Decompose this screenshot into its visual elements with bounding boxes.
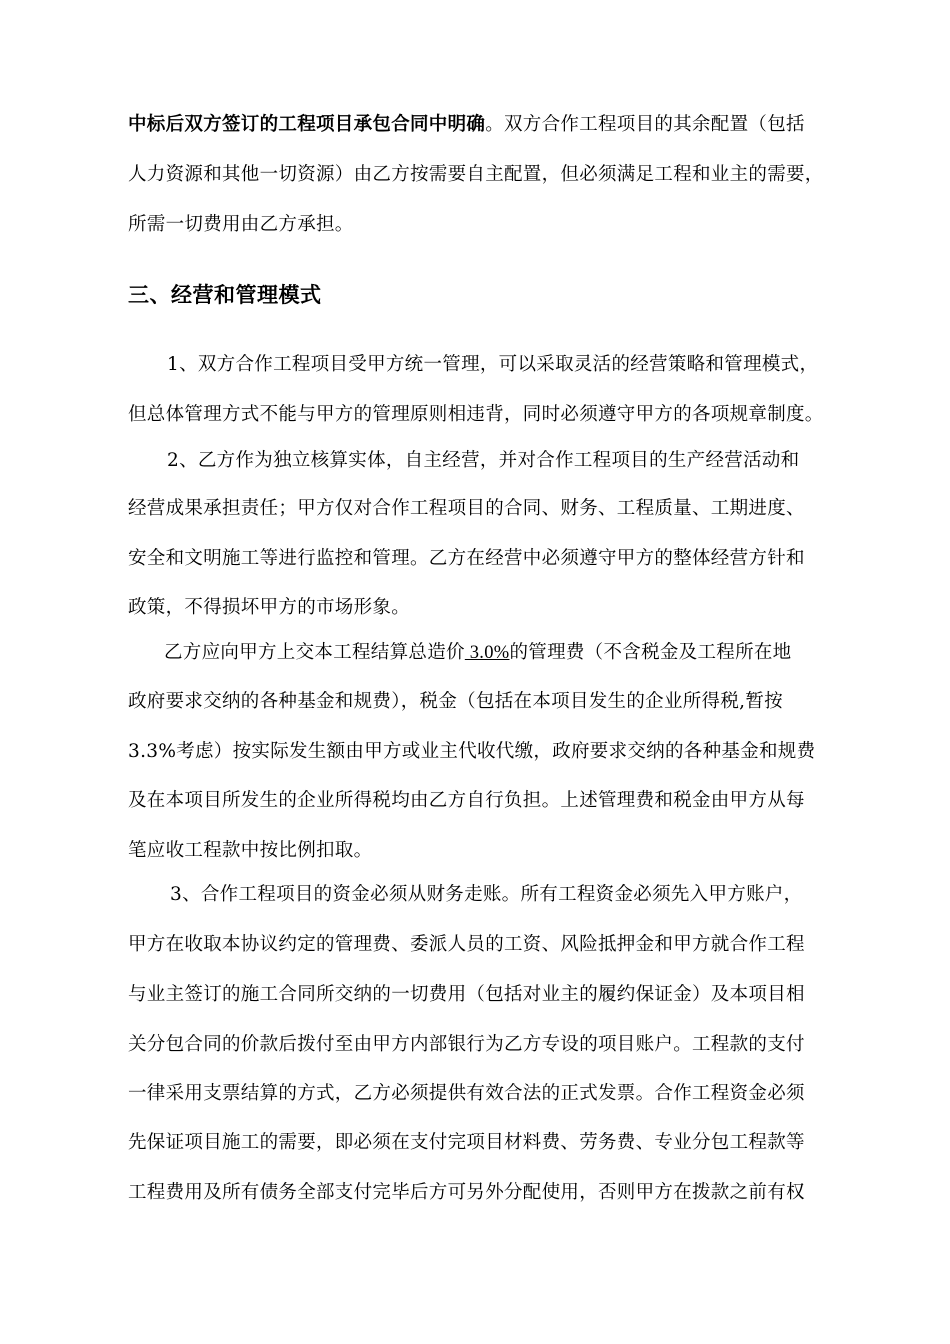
management-fee-rate: 3.0% (464, 643, 510, 663)
item3-line-3: 与业主签订的施工合同所交纳的一切费用（包括对业主的履约保证金）及本项目相 (128, 984, 805, 1005)
section-heading: 三、经营和管理模式 (128, 282, 322, 307)
para0-line-1-rest: 。双方合作工程项目的其余配置（包括 (485, 114, 805, 135)
para0-line-1 (128, 112, 828, 138)
item3-line-1: 3、合作工程项目的资金必须从财务走账。所有工程资金必须先入甲方账户， (170, 884, 803, 905)
item3-line-2: 甲方在收取本协议约定的管理费、委派人员的工资、风险抵押金和甲方就合作工程 (128, 934, 805, 955)
item1-line-2: 但总体管理方式不能与甲方的管理原则相违背，同时必须遵守甲方的各项规章制度。 (128, 404, 824, 425)
para0-line-3: 所需一切费用由乙方承担。 (128, 214, 354, 235)
para0-line-2: 人力资源和其他一切资源）由乙方按需要自主配置，但必须满足工程和业主的需要， (128, 164, 824, 185)
fee-line-2: 政府要求交纳的各种基金和规费），税金（包括在本项目发生的企业所得税,暂按 (128, 691, 783, 712)
fee-line-1-pre: 乙方应向甲方上交本工程结算总造价 (164, 642, 465, 663)
item2-line-3: 安全和文明施工等进行监控和管理。乙方在经营中必须遵守甲方的整体经营方针和 (128, 548, 805, 569)
item2-line-1: 2、乙方作为独立核算实体，自主经营，并对合作工程项目的生产经营活动和 (167, 450, 800, 471)
para0-bold-text: 中标后双方签订的工程项目承包合同中明确 (128, 114, 486, 135)
fee-line-1-post: 的管理费（不含税金及工程所在地 (509, 642, 792, 663)
fee-line-5: 笔应收工程款中按比例扣取。 (128, 840, 373, 861)
item3-line-7: 工程费用及所有债务全部支付完毕后方可另外分配使用，否则甲方在拨款之前有权 (128, 1182, 805, 1203)
item2-line-4: 政策，不得损坏甲方的市场形象。 (128, 597, 411, 618)
fee-line-3: 3.3%考虑）按实际发生额由甲方或业主代收代缴，政府要求交纳的各种基金和规费 (128, 741, 816, 762)
item3-line-6: 先保证项目施工的需要，即必须在支付完项目材料费、劳务费、专业分包工程款等 (128, 1132, 805, 1153)
item3-line-4: 关分包合同的价款后拨付至由甲方内部银行为乙方专设的项目账户。工程款的支付 (128, 1034, 805, 1055)
item3-line-5: 一律采用支票结算的方式，乙方必须提供有效合法的正式发票。合作工程资金必须 (128, 1083, 805, 1104)
fee-line-4: 及在本项目所发生的企业所得税均由乙方自行负担。上述管理费和税金由甲方从每 (128, 790, 805, 811)
item2-line-2: 经营成果承担责任；甲方仅对合作工程项目的合同、财务、工程质量、工期进度、 (128, 498, 805, 519)
item1-line-1: 1、双方合作工程项目受甲方统一管理，可以采取灵活的经营策略和管理模式， (167, 354, 819, 375)
fee-line-1 (164, 640, 827, 666)
